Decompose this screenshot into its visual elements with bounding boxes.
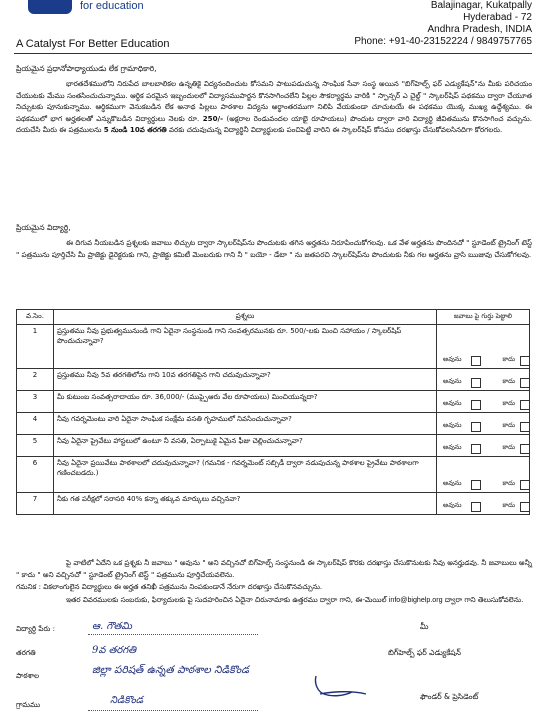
answer-no-label: కాదు xyxy=(502,501,515,509)
logo-mark xyxy=(28,0,72,14)
salutation-student: ప్రియమైన విద్యార్థి, xyxy=(16,223,71,232)
intro-text-a: భారతదేశములోని నిరుపేద బాలబాలికల ఉన్నతికై విద్యనందించుట కోసమని పాటుపడుచున్న సాంఘిక సేవా సంస్థ అయిన "బిగ్‌హెల్ప్ ఫర్ ఎడ్యుకేషన్"ను మీకు పరిచయం చేయుటకు మేము సంతసించుచున్నాము. ఆర్థిక పరమైన ఇబ్బందులలో విద్యాసముపార్జన కొనసాగించలేని పిల్లల సౌకర్యార్థమ వారికి " స్పాన్సర్ ఎ చైల్డ్ " స్కాలర్‌షిప్ పథకము ద్వారా చేయూత నిచ్చుటకు పూనుకున్నాము. ఆర్థికముగా వెనుకబడిన లేక అనాథ పిల్లలు పాఠశాల విద్యను అర్థాంతరముగా నిలిపి వేయకుండా చూచుటయే ఈ పథకము యొక్క ముఖ్య ఉద్దేశ్యము. ఈ పథకములో భాగ అర్హతలతో ఎన్నుకొబడిన విద్యార్థులు నెలకు రూ. xyxy=(16,79,532,123)
yes-checkbox[interactable] xyxy=(471,422,481,432)
no-checkbox[interactable] xyxy=(520,422,530,432)
table-row xyxy=(17,457,530,493)
yes-checkbox[interactable] xyxy=(471,400,481,410)
row-serial: 2 xyxy=(17,369,54,391)
intro-text-c: వరకు చదువుచున్న విద్యార్థినీ విద్యార్థులకు పంచిపెట్టి వారిని ఈ స్కాలర్‌షిప్ కోసము దరఖాస్తు చేసుకోవలసినదిగా కోరగలరు. xyxy=(166,125,503,135)
col-answer: జవాబు పై గుర్తు పెట్టాలి xyxy=(437,310,530,325)
table-row xyxy=(17,325,530,369)
table-row xyxy=(17,493,530,515)
row-serial: 1 xyxy=(17,325,54,369)
yes-checkbox[interactable] xyxy=(471,480,481,490)
answer-no-label: కాదు xyxy=(502,479,515,487)
row-question: ప్రస్తుతము నీవు 5వ తరగతిలోను గాని 10వ తరగతిపైన గాని చదువుచున్నావా? xyxy=(54,369,437,391)
no-checkbox[interactable] xyxy=(520,502,530,512)
address-line: Andhra Pradesh, INDIA xyxy=(427,24,532,35)
row-question: ప్రస్తుతము నీవు ప్రభుత్వమునుండి గాని ఏదైనా సంస్థనుండి గాని సంవత్సరమునకు రూ. 500/-లకు మించి సహాయం / స్కాలర్‌షిప్ పొందుచున్నావా? xyxy=(54,325,437,369)
answer-yes-label: అవును xyxy=(443,443,462,451)
row-question: మీ కుటుంబ సంవత్సరాదాయం రూ. 36,000/- (ముప్పైఆరు వేల రూపాయలు) మించియున్నదా? xyxy=(54,391,437,413)
row-question: నీవు ఏదైనా ప్రైవేటు హాస్టలులో ఉంటూ నీ వసతి, ఏర్పాటుకై ఏమైన ఫీజు చెల్లించుచున్నావా? xyxy=(54,435,437,457)
row-question: నీవు ఏదైనా ప్రయివేటు పాఠశాలలో చదువుచున్నావా? (గమనిక - గవర్నమెంట్ సబ్సిడీ ద్వారా నడుపుచున్న పాఠశాల ప్రైవేటు పాఠశాలగా గణించబడదు.) xyxy=(54,457,437,493)
school-value[interactable]: జిల్లా పరిషత్ ఉన్నత పాఠశాల నిడికొండ xyxy=(92,664,250,676)
address-line: Hyderabad - 72 xyxy=(463,12,532,23)
row-answer xyxy=(437,493,530,515)
answer-no-label: కాదు xyxy=(502,443,515,451)
header-divider xyxy=(14,53,532,54)
row-serial: 4 xyxy=(17,413,54,435)
no-checkbox[interactable] xyxy=(520,356,530,366)
row-question: నీవు గవర్నమెంటు వారి ఏదైనా సాంఘిక సంక్షేమ వసతి గృహములో నివసించుచున్నావా? xyxy=(54,413,437,435)
row-serial: 7 xyxy=(17,493,54,515)
amount: 250/- xyxy=(202,113,224,123)
row-answer xyxy=(437,457,530,493)
row-answer xyxy=(437,391,530,413)
answer-yes-label: అవును xyxy=(443,421,462,429)
note-eligibility: పై వాటిలో ఏదేని ఒక ప్రశ్నకు నీ జవాబు " అవును " అని వచ్చినచో బిగ్‌హెల్ప్ సంస్థనుండి ఈ స్కాలర్‌షిప్ కొరకు దరఖాస్తు చేసుకొనుటకు నీవు అనర్హుడవు. నీ జవాబులు అన్నీ " కాదు " అని వచ్చినచో " స్టూడెంట్ ట్రైనింగ్ టెస్ట్ " పత్రమును పూర్తిచేయవలెను. xyxy=(16,558,532,579)
yes-checkbox[interactable] xyxy=(471,444,481,454)
note-contact xyxy=(16,594,532,607)
student-paragraph: ఈ దిగువ నీయబడిన ప్రశ్నలకు జవాబు లిచ్చుట ద్వారా స్కాలర్‌షిప్‌ను పొందుటకు తగిన అర్హతను నిరూపించుకోగలవు. ఒక వేళ అర్హతను పొందినచో " స్టూడెంట్ ట్రైనింగ్ టెస్ట్ " పత్రమును పూర్తిచేసి మీ ప్రాజెక్టు డైరెక్టరుకు గాని, ప్రాజెక్టు కమిటీ మెంబరుకు గాని నీ " బయో - డేటా " ను జతపరచి స్కాలర్‌షిప్‌ను పొందుటకు నీకు గల అర్హతను వ్రాసి ఋజువు చేసుకోగలవు. xyxy=(16,238,532,259)
salutation-head: ప్రియమైన ప్రధానోపాధ్యాయుడు లేక గ్రామాధికారి, xyxy=(16,64,157,73)
row-answer xyxy=(437,369,530,391)
answer-no-label: కాదు xyxy=(502,355,515,363)
answer-no-label: కాదు xyxy=(502,377,515,385)
col-questions: ప్రశ్నలు xyxy=(54,310,437,325)
row-serial: 5 xyxy=(17,435,54,457)
class-label: తరగతి xyxy=(16,648,36,657)
note-contact-end: ద్వారా గాని తెలుసుకోవలెను. xyxy=(442,595,524,604)
note-contact-text: ఇతర వివరములకు సంబరుకు, ఫిర్యాదులకు పై సుదహరించిన ఏదైనా చిరునామాకు ఉత్తరము ద్వారా గాని, ఈ-మెయిల్ xyxy=(66,595,387,604)
brand-tag: for education xyxy=(80,0,144,12)
student-name-line xyxy=(88,634,258,635)
row-answer xyxy=(437,435,530,457)
tagline: A Catalyst For Better Education xyxy=(16,38,170,50)
table-row xyxy=(17,369,530,391)
village-value[interactable]: నిడికొండ xyxy=(110,695,144,706)
signature-image xyxy=(310,672,370,702)
no-checkbox[interactable] xyxy=(520,444,530,454)
answer-no-label: కాదు xyxy=(502,421,515,429)
student-name-value[interactable]: ఆ. గౌతమి xyxy=(92,621,132,632)
intro-text-b: (అక్షరాల రెండువందల యాభై రూపాయలు) పొందుట ద్వారా వారి విద్యార్థి జీవితమును కొనసాగించ వచ్చును. దయచేసి మీరు ఈ పత్రములను xyxy=(16,113,532,135)
yes-checkbox[interactable] xyxy=(471,356,481,366)
phone: Phone: +91-40-23152224 / 9849757765 xyxy=(354,36,532,47)
yes-checkbox[interactable] xyxy=(471,378,481,388)
no-checkbox[interactable] xyxy=(520,480,530,490)
yes-checkbox[interactable] xyxy=(471,502,481,512)
answer-yes-label: అవును xyxy=(443,479,462,487)
eligibility-table xyxy=(16,309,530,515)
address-block xyxy=(354,0,532,48)
intro-paragraph xyxy=(16,78,532,136)
row-answer xyxy=(437,325,530,369)
school-label: పాఠశాల xyxy=(16,671,40,680)
answer-yes-label: అవును xyxy=(443,355,462,363)
email-link[interactable]: info@bighelp.org xyxy=(388,596,443,604)
table-row xyxy=(17,391,530,413)
class-value[interactable]: 9వ తరగతి xyxy=(92,645,137,656)
table-header-row xyxy=(17,310,530,325)
closing-title: ఫౌండర్ & ప్రెసిడెంట్ xyxy=(420,692,479,701)
answer-no-label: కాదు xyxy=(502,399,515,407)
row-question: నీకు గత పరీక్షలో సరాసరి 40% కన్నా తక్కువ మార్కులు వచ్చినవా? xyxy=(54,493,437,515)
closing-yours: మీ xyxy=(420,622,429,631)
table-row xyxy=(17,435,530,457)
answer-yes-label: అవును xyxy=(443,399,462,407)
class-range: 5 నుండి 10వ తరగతి xyxy=(103,125,167,135)
address-line: Balajinagar, Kukatpally xyxy=(430,0,532,11)
row-answer xyxy=(437,413,530,435)
village-label: గ్రామము xyxy=(16,700,41,709)
table-row xyxy=(17,413,530,435)
closing-org: బిగ్‌హెల్ప్ ఫర్ ఎడ్యుకేషన్ xyxy=(388,648,461,657)
answer-yes-label: అవును xyxy=(443,501,462,509)
no-checkbox[interactable] xyxy=(520,378,530,388)
row-serial: 3 xyxy=(17,391,54,413)
village-line xyxy=(88,710,258,711)
row-serial: 6 xyxy=(17,457,54,493)
answer-yes-label: అవును xyxy=(443,377,462,385)
no-checkbox[interactable] xyxy=(520,400,530,410)
note-disabled: గమనిక : వికలాంగులైన విద్యార్థులు ఈ అర్హత తనిఖీ పత్రమును నింపకుండానే నేరుగా దరఖాస్తు చేసుకొనవచ్చును. xyxy=(16,582,323,591)
col-serial: వ.సెం. xyxy=(17,310,54,325)
student-name-label: విద్యార్థి పేరు : xyxy=(16,624,55,633)
